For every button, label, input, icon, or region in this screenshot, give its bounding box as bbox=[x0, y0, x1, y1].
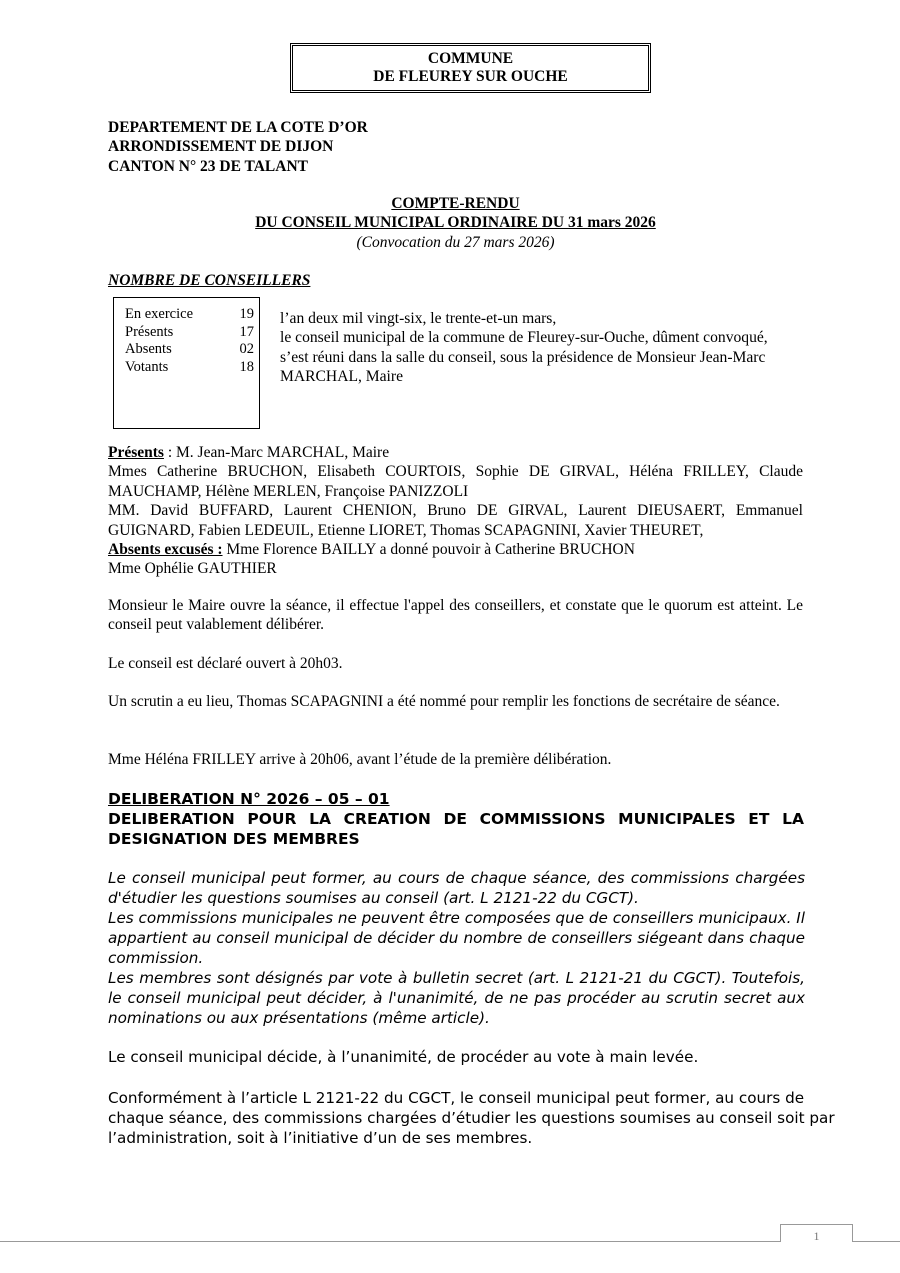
presents-mayor: M. Jean-Marc MARCHAL, Maire bbox=[176, 444, 390, 461]
intro-line: s’est réuni dans la salle du conseil, sous la présidence de Monsieur Jean-Marc bbox=[280, 348, 766, 366]
report-title bbox=[108, 194, 803, 252]
page-number: 1 bbox=[780, 1224, 853, 1242]
intro-line: MARCHAL, Maire bbox=[280, 368, 404, 386]
convocation: (Convocation du 27 mars 2026) bbox=[356, 233, 555, 251]
deliberation-italic-text bbox=[108, 868, 805, 1028]
title-line-1: COMPTE-RENDU bbox=[391, 195, 520, 212]
commune-line-2: DE FLEUREY SUR OUCHE bbox=[373, 68, 568, 85]
attendance-section bbox=[108, 443, 803, 579]
count-row-absents: Absents 02 bbox=[125, 341, 254, 357]
italic-paragraph: Le conseil municipal peut former, au cours de chaque séance, des commissions chargées d'étudier les questions soumises au conseil (art. L 2121-22 du CGCT). bbox=[108, 869, 805, 907]
absents-label: Absents excusés : bbox=[108, 541, 223, 559]
footer-divider bbox=[0, 1241, 780, 1242]
count-row-exercice: En exercice 19 bbox=[125, 306, 254, 322]
paragraph-ouverture: Le conseil est déclaré ouvert à 20h03. bbox=[108, 655, 343, 672]
title-line-2: DU CONSEIL MUNICIPAL ORDINAIRE DU 31 mars 2026 bbox=[255, 214, 656, 232]
presents-mmes: Mmes Catherine BRUCHON, Elisabeth COURTOIS, Sophie DE GIRVAL, Héléna FRILLEY, Claude MAUCHAMP, Hélène MERLEN, Françoise PANIZZOLI bbox=[108, 463, 803, 500]
presents-label: Présents bbox=[108, 444, 164, 461]
conform-line: l’administration, soit à l’initiative d’un de ses membres. bbox=[108, 1129, 533, 1147]
commune-title-box bbox=[290, 43, 651, 93]
presents-mm: MM. David BUFFARD, Laurent CHENION, Bruno DE GIRVAL, Laurent DIEUSAERT, Emmanuel GUIGNARD, Fabien LEDEUIL, Etienne LIORET, Thomas SCAPAGNINI, Xavier THEURET, bbox=[108, 502, 803, 539]
conform-line: chaque séance, des commissions chargées d’étudier les questions soumises au conseil soit par bbox=[108, 1109, 835, 1127]
conseillers-heading: NOMBRE DE CONSEILLERS bbox=[108, 272, 311, 289]
intro-line: l’an deux mil vingt-six, le trente-et-un mars, bbox=[280, 310, 557, 327]
absents-line-2: Mme Ophélie GAUTHIER bbox=[108, 560, 277, 578]
paragraph-opening: Monsieur le Maire ouvre la séance, il effectue l'appel des conseillers, et constate que le quorum est atteint. Le conseil peut valablement délibérer. bbox=[108, 597, 803, 634]
deliberation-number: DELIBERATION N° 2026 – 05 – 01 bbox=[108, 790, 390, 808]
arrondissement: ARRONDISSEMENT DE DIJON bbox=[108, 138, 334, 156]
conseillers-count-box bbox=[113, 297, 260, 429]
deliberation-heading bbox=[108, 789, 804, 849]
deliberation-title: DELIBERATION POUR LA CREATION DE COMMISSIONS MUNICIPALES ET LA DESIGNATION DES MEMBRES bbox=[108, 810, 804, 848]
intro-line: le conseil municipal de la commune de Fleurey-sur-Ouche, dûment convoqué, bbox=[280, 329, 768, 347]
paragraph-arrivee: Mme Héléna FRILLEY arrive à 20h06, avant l’étude de la première délibération. bbox=[108, 751, 612, 768]
footer-divider-right bbox=[853, 1241, 900, 1242]
commune-line-1: COMMUNE bbox=[427, 50, 514, 67]
absents-proxy: Mme Florence BAILLY a donné pouvoir à Catherine BRUCHON bbox=[222, 541, 635, 559]
count-row-votants: Votants 18 bbox=[125, 358, 254, 375]
presents-line bbox=[108, 443, 803, 462]
admin-header bbox=[108, 118, 368, 176]
conform-line: Conformément à l’article L 2121-22 du CGCT, le conseil municipal peut former, au cours de bbox=[108, 1089, 805, 1107]
conformement-paragraph bbox=[108, 1088, 835, 1148]
departement: DEPARTEMENT DE LA COTE D’OR bbox=[108, 119, 368, 136]
count-row-presents: Présents 17 bbox=[125, 323, 254, 340]
decision-paragraph: Le conseil municipal décide, à l’unanimité, de procéder au vote à main levée. bbox=[108, 1048, 699, 1066]
paragraph-secretaire: Un scrutin a eu lieu, Thomas SCAPAGNINI a été nommé pour remplir les fonctions de secrétaire de séance. bbox=[108, 693, 780, 710]
italic-paragraph: Les membres sont désignés par vote à bulletin secret (art. L 2121-21 du CGCT). Toutefois, le conseil municipal peut décider, à l'unanimité, de ne pas procéder au scrutin secret aux nominations ou aux présentations (même article). bbox=[108, 969, 805, 1027]
absents-line bbox=[108, 540, 803, 559]
canton: CANTON N° 23 DE TALANT bbox=[108, 157, 308, 175]
italic-paragraph: Les commissions municipales ne peuvent être composées que de conseillers municipaux. Il appartient au conseil municipal de décider du nombre de conseillers siégeant dans chaque commission. bbox=[108, 909, 805, 967]
presents-sep: : bbox=[163, 444, 177, 461]
intro-paragraph bbox=[280, 309, 805, 387]
